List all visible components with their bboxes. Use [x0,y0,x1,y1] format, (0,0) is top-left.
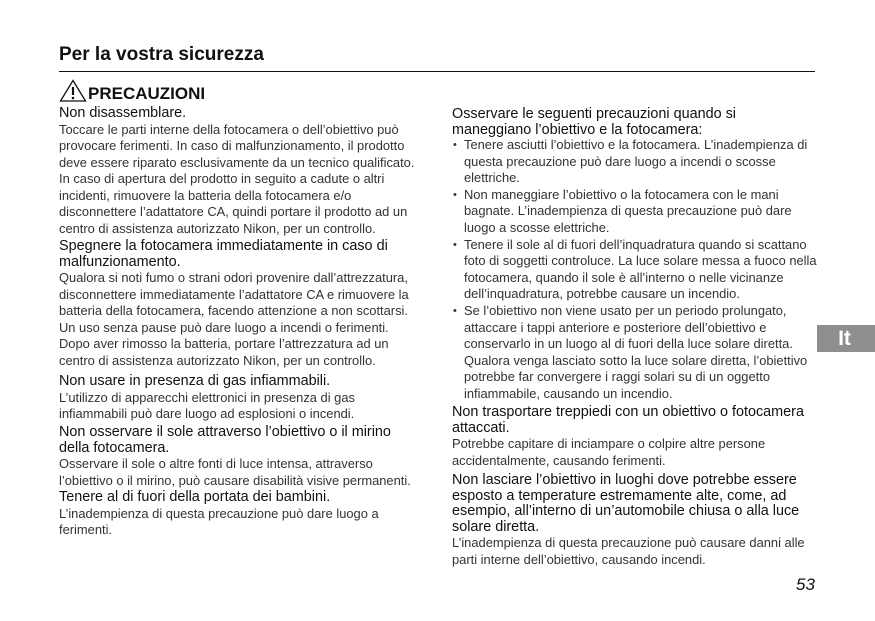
heading-line: della fotocamera. [59,439,170,456]
bullet-line: bagnate. L’inadempienza di questa precauzione può dare [464,203,792,219]
body-line: deve essere riparato esclusivamente da un tecnico qualificato. [59,154,415,170]
caution-label: PRECAUZIONI [88,84,206,103]
bullet-marker: • [453,238,457,251]
bullet-marker: • [453,188,457,201]
body-line: L’inadempienza di questa precauzione può causare danni alle [452,535,805,550]
body-line: L’inadempienza di questa precauzione può dare luogo a [59,505,379,521]
section-heading [452,473,805,535]
handling-precautions-list [452,137,817,403]
bullet-marker: • [453,304,457,317]
bullet-line: dell’inquadratura, potrebbe causare un incendio. [464,286,740,302]
body-line: ferimenti. [59,522,113,538]
bullet-marker: • [453,139,457,151]
bullet-line: conservarlo in un luogo al di fuori della luce solare diretta. [464,336,793,352]
language-tab: It [817,325,875,352]
list-item [452,137,817,187]
page-number: 53 [796,575,815,594]
section-tripod-transport [452,405,804,469]
heading-line: Non osservare il sole attraverso l’obiettivo o il mirino [59,424,391,440]
section-high-temperatures [452,473,805,568]
heading-line: malfunzionamento. [59,253,181,270]
heading-line: esposto a temperature estremamente alte, come, ad [452,487,787,504]
heading-line: solare diretta. [452,518,540,535]
section-heading [59,374,355,390]
heading-line: Spegnere la fotocamera immediatamente in caso di [59,238,388,254]
title-divider [59,71,815,72]
body-line: Un uso senza pause può dare luogo a incendi o ferimenti. [59,319,389,335]
body-line: L’utilizzo di apparecchi elettronici in presenza di gas [59,389,355,405]
list-item [452,303,817,403]
bullet-line: potrebbe far convergere i raggi solari su di un oggetto [464,369,770,385]
section-flammable-gas [59,374,355,423]
section-body [59,456,411,489]
body-line: disconnettere l’adattatore CA, quindi portare il prodotto ad un [59,204,408,220]
section-heading [59,490,379,506]
list-item [452,237,817,303]
heading-line: Osservare le seguenti precauzioni quando si [452,106,736,122]
body-line: parti interne dell’obiettivo, causando incendi. [452,551,706,567]
section-heading [59,106,414,122]
heading-line: esempio, all’interno di un’automobile chiusa o alla luce [452,503,800,519]
heading-line: Non trasportare treppiedi con un obiettivo o fotocamera [452,404,804,420]
bullet-line: Se l’obiettivo non viene usato per un periodo prolungato, [464,302,787,318]
section-heading [452,405,804,436]
warning-triangle-icon [59,79,87,102]
section-body [452,535,805,568]
bullet-line: Tenere il sole al di fuori dell’inquadratura quando si scattano [464,236,807,252]
body-line: Dopo aver rimosso la batteria, portare l’attrezzatura ad un [59,336,389,352]
body-line: incidenti, rimuovere la batteria della fotocamera e/o [59,187,352,203]
body-line: centro di assistenza autorizzato Nikon, per un controllo. [59,221,376,237]
bullet-line: Qualora venga lasciato sotto la luce solare diretta, l’obiettivo [464,352,808,368]
body-line: disconnettere immediatamente l’adattatore CA e rimuovere la [59,286,409,302]
body-line: In caso di apertura del prodotto in seguito a cadute o altri [59,171,385,187]
section-body [59,122,414,238]
list-item [452,187,817,237]
heading-line: Tenere al di fuori della portata dei bambini. [59,489,331,505]
body-line: infiammabili può dare luogo ad esplosioni o incendi. [59,406,355,422]
heading-line: Non disassemblare. [59,105,187,121]
bullet-line: infiammabile, causando un incendio. [464,385,673,401]
section-do-not-look-at-sun [59,425,411,489]
heading-line: attaccati. [452,419,510,436]
bullet-line: attaccare i tappi anteriore e posteriore dell’obiettivo e [464,319,767,335]
section-heading [59,425,411,456]
bullet-line: luogo a scosse elettriche. [464,219,610,235]
page-title: Per la vostra sicurezza [59,44,264,65]
section-heading [59,239,409,270]
body-line: batteria della fotocamera, facendo attenzione a non scottarsi. [59,303,408,319]
section-turn-off-on-malfunction [59,239,409,370]
section-body [59,506,379,539]
body-line: Potrebbe capitare di inciampare o colpire altre persone [452,436,766,451]
section-body [452,436,804,469]
bullet-line: fotocamera, quando il sole è all’interno o nelle vicinanze [464,269,784,285]
bullet-line: elettriche. [464,170,520,186]
handling-precautions-heading [452,107,736,138]
section-keep-from-children [59,490,379,539]
body-line: l’obiettivo o il mirino, può causare disabilità visive permanenti. [59,472,411,488]
heading-line: maneggiano l’obiettivo e la fotocamera: [452,121,703,138]
section-body [59,270,409,370]
heading-line: Non usare in presenza di gas infiammabili. [59,373,331,389]
bullet-line: foto di soggetti controluce. La luce solare messa a fuoco nella [464,253,817,269]
bullet-line: questa precauzione può dare luogo a incendi o scosse [464,153,776,169]
heading-line: Non lasciare l’obiettivo in luoghi dove potrebbe essere [452,472,797,488]
section-body [59,390,355,423]
body-line: provocare ferimenti. In caso di malfunzionamento, il prodotto [59,138,405,154]
body-line: centro di assistenza autorizzato Nikon, per un controllo. [59,352,376,368]
bullet-line: Non maneggiare l’obiettivo o la fotocamera con le mani [464,186,779,202]
body-line: Toccare le parti interne della fotocamera o dell’obiettivo può [59,121,399,137]
body-line: Qualora si noti fumo o strani odori provenire dall’attrezzatura, [59,270,408,285]
body-line: accidentalmente, causando ferimenti. [452,452,666,468]
bullet-line: Tenere asciutti l’obiettivo e la fotocamera. L’inadempienza di [464,137,808,152]
section-do-not-disassemble [59,106,414,238]
body-line: Osservare il sole o altre fonti di luce intensa, attraverso [59,456,373,471]
